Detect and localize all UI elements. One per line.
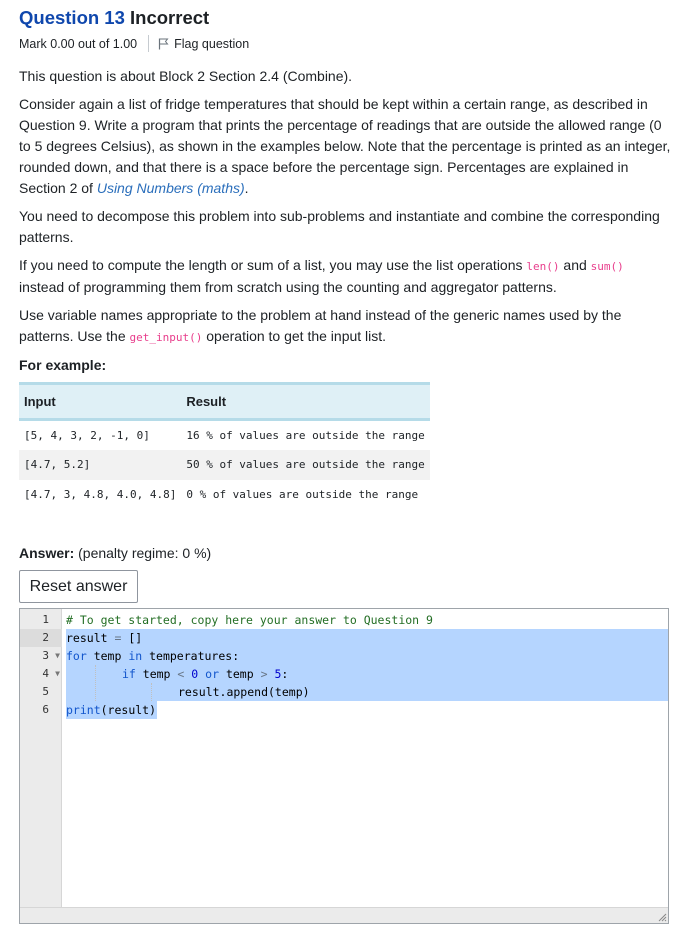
resize-grip-icon[interactable]	[657, 912, 667, 922]
example-input: [4.7, 3, 4.8, 4.0, 4.8]	[24, 488, 177, 501]
flag-question-link[interactable]	[158, 37, 249, 51]
qtext-paragraph-1: This question is about Block 2 Section 2.4 (Combine).	[19, 68, 353, 84]
qtext-p2-end: .	[244, 180, 249, 196]
code-line-3: for temp in temperatures:	[66, 649, 240, 663]
code-line-4: if temp < 0 or temp > 5:	[122, 667, 289, 681]
qtext-p4-text-b: and	[559, 257, 591, 273]
qtext-p4-text-a: If you need to compute the length or sum of a list, you may use the list operations	[19, 257, 527, 273]
qtext-p5-text-a: Use variable names appropriate to the problem at hand instead of the generic names used by the patterns. Use the	[19, 307, 622, 344]
qtext-paragraph-5	[19, 305, 671, 348]
question-meta	[19, 35, 249, 52]
sum-code: sum()	[590, 260, 624, 273]
line-number: 2	[20, 629, 62, 647]
question-number: Question 13	[19, 7, 125, 28]
penalty-regime: (penalty regime: 0 %)	[78, 545, 212, 561]
code-line-5: result.append(temp)	[178, 685, 310, 699]
len-code: len()	[526, 260, 560, 273]
fold-arrow-icon[interactable]: ▼	[55, 669, 60, 678]
flag-icon	[158, 38, 169, 50]
header-result: Result	[181, 384, 429, 420]
indent-guide	[151, 683, 152, 701]
qtext-paragraph-3: You need to decompose this problem into sub-problems and instantiate and combine the corresponding patterns.	[19, 208, 660, 245]
line-number: 4 ▼	[20, 665, 62, 683]
code-line-6: print(result)	[66, 703, 157, 717]
qtext-paragraph-4	[19, 255, 671, 298]
header-input: Input	[19, 384, 181, 420]
fold-arrow-icon[interactable]: ▼	[55, 651, 60, 660]
indent-guide	[95, 665, 96, 701]
line-number: 1	[42, 613, 49, 626]
line-number: 6	[42, 703, 49, 716]
editor-code-area[interactable]	[62, 609, 668, 907]
editor-footer	[20, 907, 668, 923]
examples-table	[19, 382, 430, 510]
answer-label	[19, 545, 211, 561]
example-input: [5, 4, 3, 2, -1, 0]	[24, 428, 150, 442]
question-heading	[19, 7, 209, 29]
editor-gutter	[20, 609, 62, 907]
line-number: 5	[42, 685, 49, 698]
code-line-2: result = []	[66, 631, 143, 645]
for-example-heading: For example:	[19, 357, 107, 373]
reset-answer-button[interactable]: Reset answer	[19, 570, 138, 603]
qtext-p4-text-c: instead of programming them from scratch using the counting and aggregator patterns.	[19, 279, 557, 295]
question-mark: Mark 0.00 out of 1.00	[19, 36, 138, 51]
using-numbers-link[interactable]: Using Numbers (maths)	[96, 180, 245, 196]
example-result: 16 % of values are outside the range	[186, 428, 425, 442]
qtext-paragraph-2	[19, 94, 671, 199]
table-row	[19, 420, 430, 450]
code-editor[interactable]	[19, 608, 669, 924]
example-result: 50 % of values are outside the range	[181, 450, 429, 480]
table-row	[19, 450, 430, 480]
line-number: 3 ▼	[20, 647, 62, 665]
examples-header-row	[19, 384, 430, 420]
qtext-p5-text-b: operation to get the input list.	[202, 328, 387, 344]
print-margin	[668, 609, 669, 907]
meta-divider	[148, 35, 149, 52]
question-state: Incorrect	[130, 7, 210, 28]
qtext-p2-text: Consider again a list of fridge temperatures that should be kept within a certain range, as described in Question 9. Write a program that prints the percentage of readings that are outside the allowed range (0 to 5 degrees Celsius), as shown in the examples below. Note that the percentage is printed as an integer, rounded down, and that there is a space before the percentage sign. Percentages are explained in Section 2 of	[19, 96, 671, 196]
question-text	[19, 66, 671, 383]
flag-question-label: Flag question	[174, 36, 250, 51]
code-line-1: # To get started, copy here your answer to Question 9	[66, 613, 433, 627]
answer-title: Answer:	[19, 545, 75, 561]
example-input: [4.7, 5.2]	[19, 450, 181, 480]
example-result: 0 % of values are outside the range	[186, 488, 419, 501]
table-row	[19, 480, 430, 510]
get-input-code: get_input()	[129, 331, 203, 344]
